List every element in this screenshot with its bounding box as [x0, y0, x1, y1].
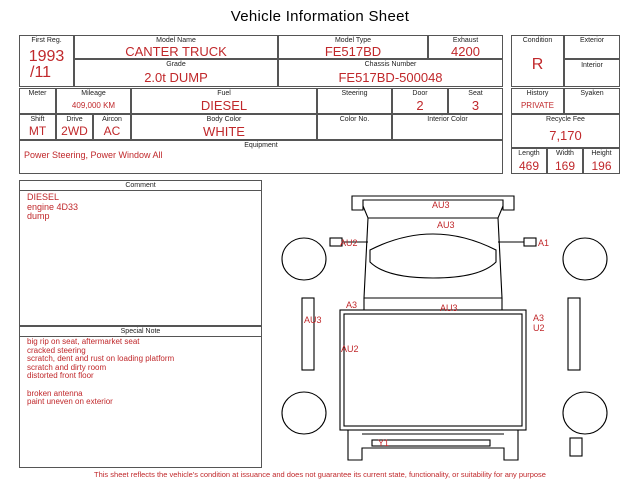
recycle-fee-label: Recycle Fee — [546, 116, 585, 123]
comment-line: dump — [27, 211, 50, 221]
model-name-cell — [74, 35, 278, 59]
interior-color-cell — [392, 114, 503, 140]
grade-label: Grade — [166, 61, 186, 68]
exterior-cell — [564, 35, 620, 59]
shift-label: Shift — [30, 116, 45, 123]
damage-label-right-front: A1 — [538, 238, 550, 248]
meter-label: Meter — [28, 90, 47, 97]
recycle-fee-value: 7,170 — [549, 128, 582, 143]
exhaust-value: 4200 — [451, 44, 480, 59]
exhaust-label: Exhaust — [452, 37, 479, 44]
shift-value: MT — [28, 124, 47, 138]
model-name-label: Model Name — [156, 37, 196, 44]
width-label: Width — [556, 150, 574, 157]
length-value: 469 — [518, 159, 540, 173]
special-note-line: scratch and dirty room — [27, 362, 107, 372]
history-cell — [511, 88, 564, 114]
special-note-line: paint uneven on exterior — [27, 397, 113, 407]
door-label: Door — [412, 90, 428, 97]
chassis-cell — [278, 59, 503, 87]
syaken-label: Syaken — [580, 90, 604, 97]
damage-label-right-side-2: U2 — [533, 323, 545, 333]
color-no-label: Color No. — [339, 116, 370, 123]
first-reg-year: 1993 — [28, 48, 65, 65]
width-value: 169 — [554, 159, 576, 173]
special-note-line: big rip on seat, aftermarket seat — [27, 337, 140, 346]
drive-label: Drive — [66, 116, 83, 123]
comment-line: engine 4D33 — [27, 201, 79, 212]
condition-cell — [511, 35, 564, 87]
interior-cell — [564, 59, 620, 87]
seat-cell — [448, 88, 503, 114]
meter-cell — [19, 88, 56, 114]
grade-value: 2.0t DUMP — [144, 70, 208, 85]
history-value: PRIVATE — [520, 101, 555, 110]
special-note-line: cracked steering — [27, 345, 86, 355]
chassis-label: Chassis Number — [364, 61, 417, 68]
first-reg-cell — [19, 35, 74, 87]
special-note-line: distorted front floor — [27, 371, 94, 381]
aircon-label: Aircon — [102, 116, 122, 123]
damage-label-bed: AU3 — [440, 303, 458, 313]
fuel-value: DIESEL — [200, 98, 248, 113]
special-note-text — [27, 338, 174, 407]
comment-text — [27, 193, 78, 222]
page-title: Vehicle Information Sheet — [230, 8, 410, 25]
comment-line: DIESEL — [27, 192, 60, 202]
grade-cell — [74, 59, 278, 87]
exterior-label: Exterior — [579, 37, 605, 44]
interior-color-label: Interior Color — [427, 116, 468, 123]
damage-label-right-side-1: A3 — [533, 313, 545, 323]
syaken-cell — [564, 88, 620, 114]
door-cell — [392, 88, 448, 114]
height-cell — [583, 148, 620, 174]
special-note-line: broken antenna — [27, 388, 83, 398]
mileage-label: Mileage — [81, 90, 106, 97]
body-color-cell — [131, 114, 317, 140]
special-note-box — [19, 326, 262, 468]
comment-box — [19, 180, 262, 326]
condition-label: Condition — [522, 37, 553, 44]
shift-cell — [19, 114, 56, 140]
model-type-cell — [278, 35, 428, 59]
width-cell — [547, 148, 583, 174]
damage-label-left-door: A3 — [346, 300, 358, 310]
color-no-cell — [317, 114, 392, 140]
special-note-label: Special Note — [20, 328, 261, 337]
mileage-cell — [56, 88, 131, 114]
chassis-value: FE517BD-500048 — [338, 70, 443, 85]
interior-label: Interior — [581, 62, 603, 69]
aircon-value: AC — [103, 124, 121, 138]
fuel-cell — [131, 88, 317, 114]
damage-label-rear: Y1 — [378, 438, 390, 448]
length-label: Length — [518, 150, 540, 157]
drive-cell — [56, 114, 93, 140]
length-cell — [511, 148, 547, 174]
door-value: 2 — [416, 98, 424, 113]
damage-label-front-top: AU3 — [432, 200, 450, 210]
seat-label: Seat — [468, 90, 483, 97]
equipment-value: Power Steering, Power Window All — [24, 150, 163, 160]
body-color-value: WHITE — [203, 124, 245, 139]
fuel-label: Fuel — [217, 90, 231, 97]
aircon-cell — [93, 114, 131, 140]
damage-label-left-side: AU3 — [304, 315, 322, 325]
damage-label-left-rear: AU2 — [341, 344, 359, 354]
disclaimer-footer: This sheet reflects the vehicle's condition at issuance and does not guarantee its current state, functionality, or suitability for any purpose — [94, 470, 546, 479]
model-type-value: FE517BD — [324, 44, 382, 59]
comment-label: Comment — [20, 182, 261, 191]
body-color-label: Body Color — [206, 116, 242, 123]
drive-value: 2WD — [61, 124, 88, 138]
damage-label-left-front: AU2 — [340, 238, 358, 248]
model-type-label: Model Type — [334, 37, 372, 44]
mileage-value: 409,000 KM — [71, 101, 116, 110]
height-label: Height — [591, 150, 612, 157]
exhaust-cell — [428, 35, 503, 59]
special-note-line: scratch, dent and rust on loading platform — [27, 354, 175, 364]
model-name-value: CANTER TRUCK — [125, 44, 227, 59]
height-value: 196 — [591, 159, 612, 173]
history-label: History — [526, 90, 549, 97]
damage-label-hood: AU3 — [437, 220, 455, 230]
steering-label: Steering — [341, 90, 368, 97]
equipment-label: Equipment — [244, 142, 278, 149]
steering-cell — [317, 88, 392, 114]
first-reg-month: /11 — [30, 64, 52, 81]
first-reg-label: First Reg. — [31, 37, 62, 44]
recycle-fee-cell — [511, 114, 620, 148]
seat-value: 3 — [471, 98, 480, 113]
equipment-cell — [19, 140, 503, 174]
condition-value: R — [531, 56, 544, 73]
